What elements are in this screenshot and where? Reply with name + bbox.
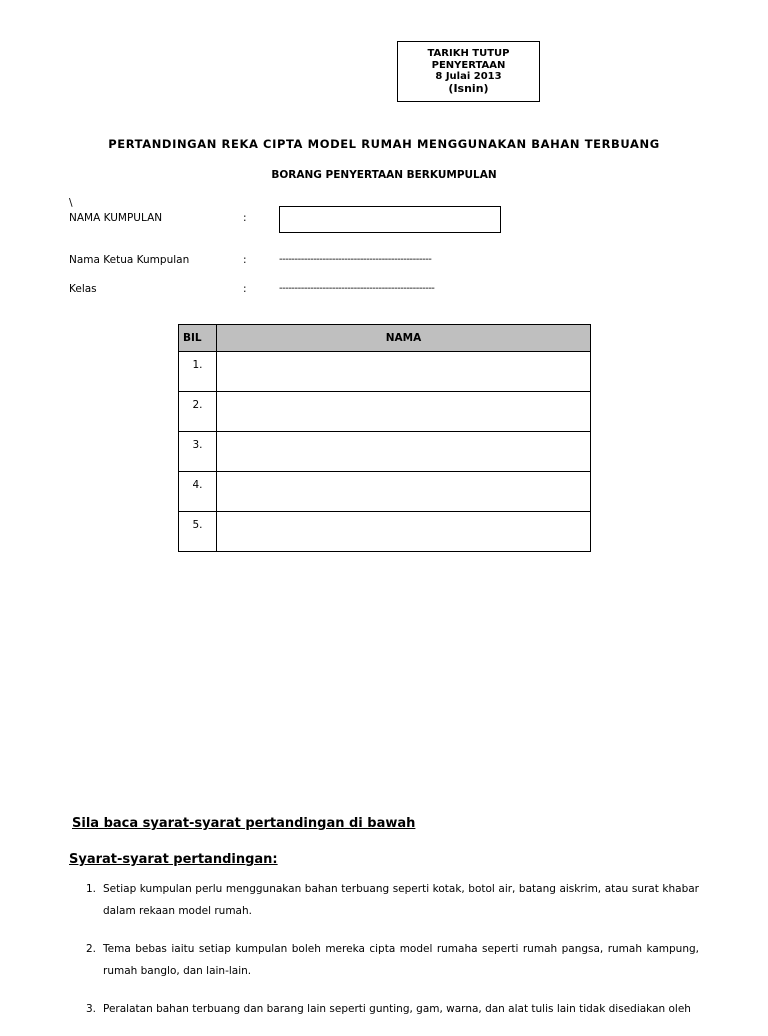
rules-list (69, 878, 699, 1036)
rule-text: Tema bebas iaitu setiap kumpulan boleh mereka cipta model rumaha seperti rumah pangsa, rumah kampung, rumah banglo, dan lain-lain. (103, 943, 699, 977)
member-name-cell[interactable] (217, 472, 591, 512)
header-bil: BIL (179, 325, 217, 352)
member-name-cell[interactable] (217, 392, 591, 432)
class-label: Kelas (69, 283, 97, 295)
leader-name-label: Nama Ketua Kumpulan (69, 254, 190, 266)
form-title: PERTANDINGAN REKA CIPTA MODEL RUMAH MENGGUNAKAN BAHAN TERBUANG (108, 137, 660, 151)
list-item (69, 938, 699, 982)
stray-backslash: \ (69, 197, 73, 209)
list-item (69, 878, 699, 922)
row-number: 5. (179, 512, 217, 552)
rule-text: Setiap kumpulan perlu menggunakan bahan terbuang seperti kotak, botol air, batang aiskrim, atau surat khabar dalam rekaan model rumah. (103, 883, 699, 917)
rule-number: 3. (86, 1003, 97, 1015)
header-nama: NAMA (217, 325, 591, 352)
deadline-line-2: PENYERTAAN (431, 59, 506, 71)
member-name-cell[interactable] (217, 432, 591, 472)
class-colon: : (243, 283, 247, 295)
table-row (179, 432, 591, 472)
row-number: 4. (179, 472, 217, 512)
row-number: 2. (179, 392, 217, 432)
deadline-line-1: TARIKH TUTUP (427, 48, 510, 59)
deadline-date: 8 Julai 2013 (435, 71, 502, 82)
rule-number: 1. (86, 883, 97, 895)
class-blank[interactable]: -------------------------------------------------- (279, 283, 435, 294)
table-header-row (179, 325, 591, 352)
group-name-colon: : (243, 212, 247, 224)
rule-number: 2. (86, 943, 97, 955)
table-row (179, 352, 591, 392)
rules-heading: Syarat-syarat pertandingan: (69, 852, 278, 867)
form-subtitle: BORANG PENYERTAAN BERKUMPULAN (271, 169, 497, 181)
members-table (178, 324, 591, 552)
member-name-cell[interactable] (217, 512, 591, 552)
list-item (69, 998, 699, 1020)
row-number: 1. (179, 352, 217, 392)
group-name-label: NAMA KUMPULAN (69, 212, 163, 224)
rule-text: Peralatan bahan terbuang dan barang lain seperti gunting, gam, warna, dan alat tulis lain tidak disediakan oleh (103, 1003, 691, 1015)
read-rules-heading: Sila baca syarat-syarat pertandingan di bawah (72, 816, 416, 831)
table-row (179, 512, 591, 552)
deadline-day: (Isnin) (448, 81, 489, 95)
table-row (179, 472, 591, 512)
deadline-box (397, 41, 540, 102)
group-name-input-box[interactable] (279, 206, 501, 233)
table-row (179, 392, 591, 432)
row-number: 3. (179, 432, 217, 472)
leader-name-colon: : (243, 254, 247, 266)
leader-name-blank[interactable]: ------------------------------------------------- (279, 254, 432, 265)
member-name-cell[interactable] (217, 352, 591, 392)
